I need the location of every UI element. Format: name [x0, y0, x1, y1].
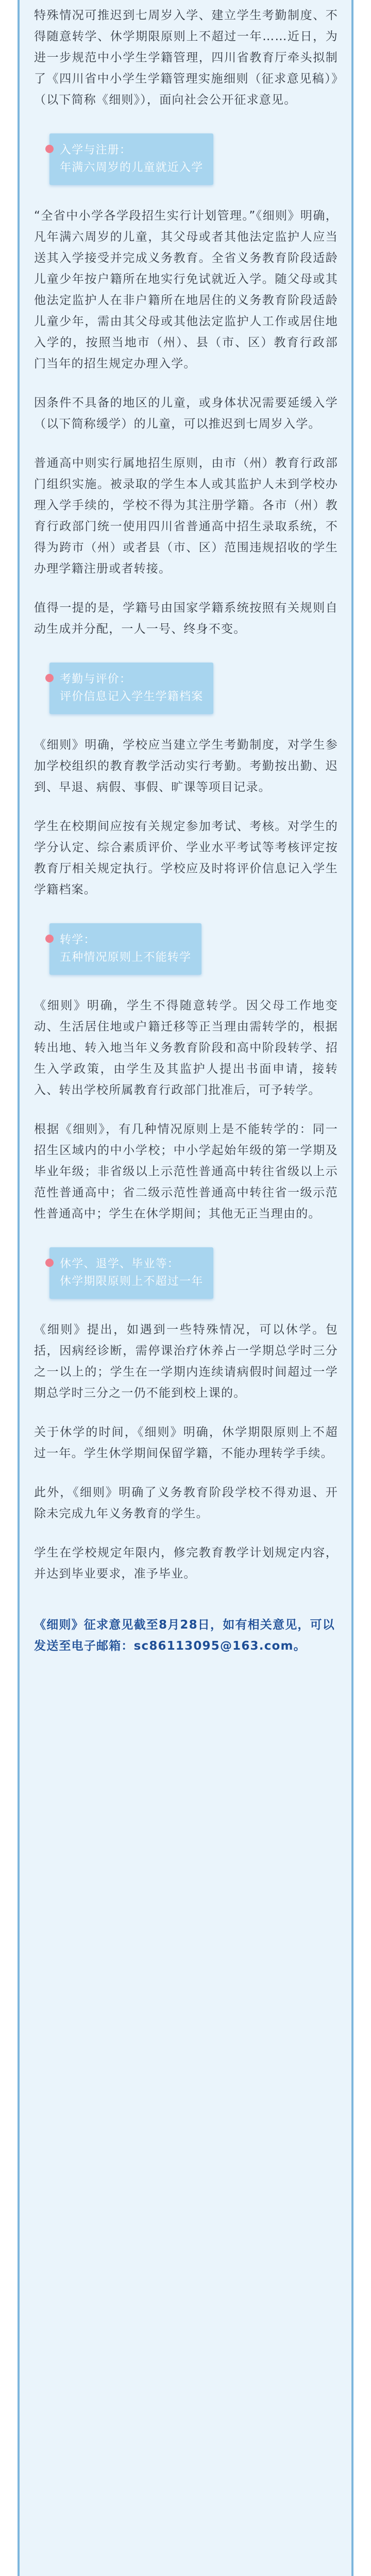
- paragraph-suspension: 《细则》提出，如遇到一些特殊情况，可以休学。包括，因病经诊断，需停课治疗休养占一学期总学时三分之一以上的；学生在一学期内连续请病假时间超过一学期总学时三分之一仍不能到校上课的。: [34, 1323, 338, 1400]
- paragraph-deferral: 因条件不具备的地区的儿童，或身体状况需要延缓入学（以下简称缓学）的儿童，可以推迟到七周岁入学。: [34, 396, 338, 431]
- paragraph-assessment: 学生在校期间应按有关规定参加考试、考核。对学生的学分认定、综合素质评价、学业水平考试等考核评定按教育厅相关规定执行。学校应及时将评价信息记入学生学籍档案。: [34, 820, 338, 896]
- paragraph-graduation: 学生在学校规定年限内，修完教育教学计划规定内容，并达到毕业要求，准予毕业。: [34, 1546, 338, 1581]
- paragraph-suspension-term: 关于休学的时间，《细则》明确，休学期限原则上不超过一年。学生休学期间保留学籍，不能办理转学手续。: [34, 1426, 338, 1460]
- paragraph-highschool: 普通高中则实行属地招生原则，由市（州）教育行政部门组织实施。被录取的学生本人或其监护人未到学校办理入学手续的，学校不得为其注册学籍。各市（州）教育行政部门统一使用四川省普通高中招生录取系统，不得为跨市（州）或者县（市、区）范围违规招收的学生办理学籍注册或者转接。: [34, 456, 338, 575]
- paragraph-student-id: 值得一提的是，学籍号由国家学籍系统按照有关规则自动生成并分配，一人一号、终身不变。: [34, 601, 338, 636]
- article-content: [34, 0, 338, 1669]
- paragraph-attendance: 《细则》明确，学校应当建立学生考勤制度，对学生参加学校组织的教育教学活动实行考勤。考勤按出勤、迟到、早退、病假、事假、旷课等项目记录。: [34, 738, 338, 794]
- comment-deadline-note: 《细则》征求意见截至8月28日，如有相关意见，可以发送至电子邮箱：sc86113095@163.com。: [34, 1618, 335, 1653]
- paragraph-no-expulsion: 此外，《细则》明确了义务教育阶段学校不得劝退、开除未完成九年义务教育的学生。: [34, 1486, 338, 1520]
- section-tag-transfer: 转学： 五种情况原则上不能转学: [49, 923, 201, 975]
- paragraph-no-transfer: 根据《细则》，有几种情况原则上是不能转学的：同一招生区域内的中小学校；中小学起始年级的第一学期及毕业年级；非省级以上示范性普通高中转往省级以上示范性普通高中；省二级示范性普通高中转往省一级示范性普通高中；学生在休学期间；其他无正当理由的。: [34, 1123, 338, 1221]
- section-tag-enrollment: 入学与注册： 年满六周岁的儿童就近入学: [49, 133, 213, 185]
- paragraph-transfer: 《细则》明确，学生不得随意转学。因父母工作地变动、生活居住地或户籍迁移等正当理由需转学的，根据转出地、转入地当年义务教育阶段和高中阶段转学、招生入学政策，由学生及其监护人提出书面申请，接转入、转出学校所属教育行政部门批准后，可予转学。: [34, 999, 338, 1097]
- section-tag-attendance: 考勤与评价： 评价信息记入学生学籍档案: [49, 663, 213, 714]
- section-tag-suspension: 休学、退学、毕业等： 休学期限原则上不超过一年: [49, 1247, 213, 1299]
- paragraph-intro: 特殊情况可推迟到七周岁入学、建立学生考勤制度、不得随意转学、休学期限原则上不超过一年……近日，为进一步规范中小学生学籍管理，四川省教育厅牵头拟制了《四川省中小学生学籍管理实施细则（征求意见稿）》（以下简称《细则》），面向社会公开征求意见。: [34, 9, 338, 107]
- paragraph-enrollment: “全省中小学各学段招生实行计划管理。”《细则》明确，凡年满六周岁的儿童，其父母或者其他法定监护人应当送其入学接受并完成义务教育。全省义务教育阶段适龄儿童少年按户籍所在地实行免试就近入学。随父母或其他法定监护人在非户籍所在地居住的义务教育阶段适龄儿童少年，需由其父母或其他法定监护人工作或居住地入学的，按照当地市（州）、县（市、区）教育行政部门当年的招生规定办理入学。: [34, 209, 338, 370]
